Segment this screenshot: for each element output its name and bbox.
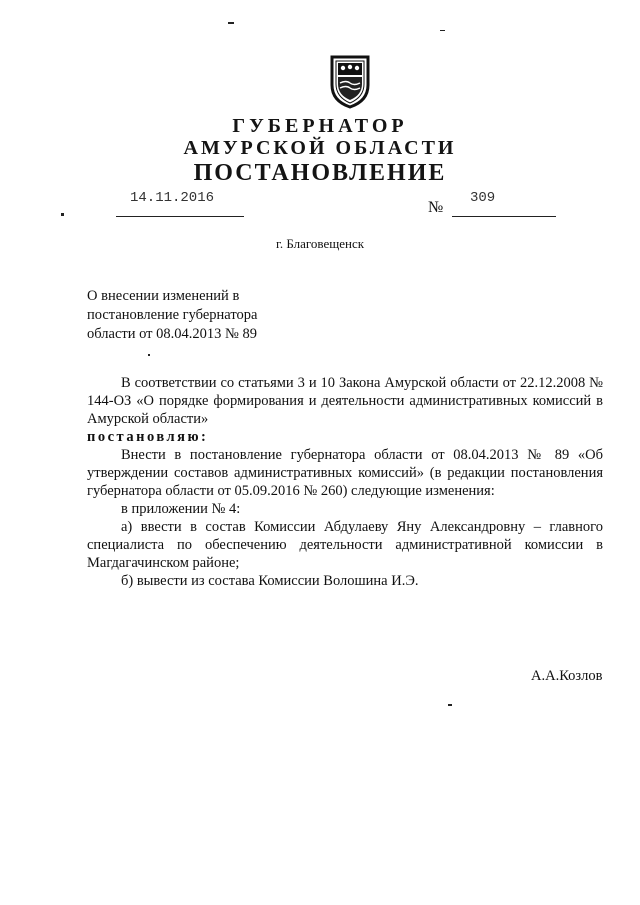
subject-line: О внесении изменений в — [87, 288, 240, 304]
scan-speck — [440, 30, 445, 31]
document-body — [87, 374, 603, 590]
body-paragraph: Внести в постановление губернатора области от 08.04.2013 № 89 «Об утверждении составов административных комиссий» (в редакции постановления губернатора области от 05.09.2016 № 260) следующие изменения: — [87, 447, 603, 499]
resolve-word: постановляю: — [87, 429, 209, 445]
city: г. Благовещенск — [275, 236, 365, 251]
scan-speck — [228, 22, 234, 24]
date-underline — [116, 216, 244, 217]
scan-speck — [61, 213, 64, 216]
subject-line: области от 08.04.2013 № 89 — [87, 326, 257, 342]
body-paragraph: а) ввести в состав Комиссии Абдулаеву Яну Александровну – главного специалиста по обеспечению деятельности административной комиссии в Магдагачинском районе; — [87, 519, 603, 571]
document-date: 14.11.2016 — [130, 190, 215, 206]
signature-name: А.А.Козлов — [531, 668, 603, 684]
body-paragraph: б) вывести из состава Комиссии Волошина И.Э. — [121, 573, 419, 589]
header-region: АМУРСКОЙ ОБЛАСТИ — [183, 137, 457, 159]
header-governor: ГУБЕРНАТОР — [232, 115, 408, 137]
number-underline — [452, 216, 556, 217]
scan-speck — [448, 704, 452, 706]
body-paragraph: в приложении № 4: — [121, 501, 241, 517]
subject-line: постановление губернатора — [87, 307, 258, 323]
body-paragraph: В соответствии со статьями 3 и 10 Закона Амурской области от 22.12.2008 № 144-ОЗ «О порядке формирования и деятельности административных комиссий в Амурской области» — [87, 375, 603, 427]
document-title: ПОСТАНОВЛЕНИЕ — [193, 160, 447, 186]
scan-speck — [148, 354, 150, 356]
document-number: 309 — [470, 190, 496, 206]
coat-of-arms-icon — [326, 55, 374, 109]
document-subject — [87, 287, 327, 344]
number-sign: № — [428, 199, 444, 216]
